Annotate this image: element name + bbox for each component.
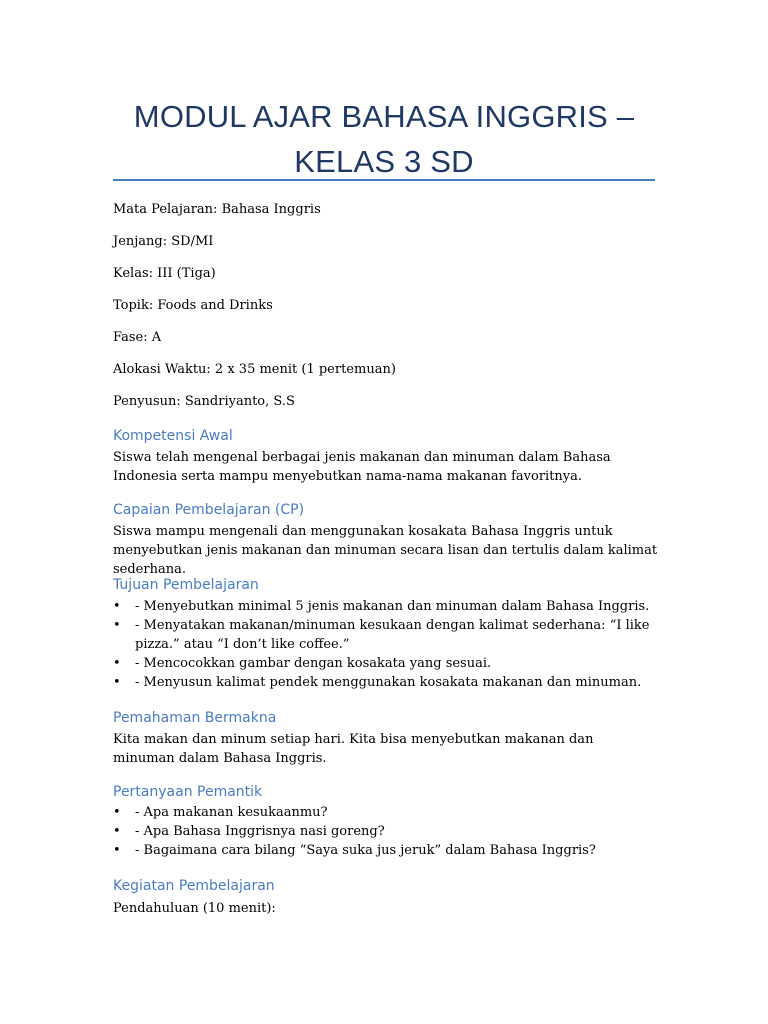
bullet-marker: • [113,599,121,614]
meta-topik: Topik: Foods and Drinks [113,298,273,313]
list-item-text: - Menyusun kalimat pendek menggunakan kosakata makanan dan minuman. [135,675,642,690]
list-item [113,673,658,692]
bullet-marker: • [113,675,121,690]
list-item-text: - Apa Bahasa Inggrisnya nasi goreng? [135,824,385,839]
pertanyaan-list [113,803,658,860]
meta-alokasi-waktu: Alokasi Waktu: 2 x 35 menit (1 pertemuan) [113,362,396,377]
list-item-text: - Bagaimana cara bilang “Saya suka jus jeruk” dalam Bahasa Inggris? [135,843,596,858]
tujuan-list [113,597,658,692]
heading-kompetensi-awal: Kompetensi Awal [113,428,233,444]
paragraph-pemahaman-bermakna: Kita makan dan minum setiap hari. Kita bisa menyebutkan makanan dan minuman dalam Bahasa Inggris. [113,732,594,766]
bullet-marker: • [113,805,121,820]
list-item-text: - Mencocokkan gambar dengan kosakata yang sesuai. [135,656,492,671]
paragraph-kompetensi-awal: Siswa telah mengenal berbagai jenis makanan dan minuman dalam Bahasa Indonesia serta mampu menyebutkan nama-nama makanan favoritnya. [113,450,611,484]
list-item [113,803,658,822]
heading-kegiatan-pembelajaran: Kegiatan Pembelajaran [113,878,275,894]
list-item [113,597,658,616]
list-item-text: - Apa makanan kesukaanmu? [135,805,328,820]
heading-pertanyaan-pemantik: Pertanyaan Pemantik [113,784,263,800]
list-item [113,616,658,654]
list-item [113,841,658,860]
paragraph-pendahuluan: Pendahuluan (10 menit): [113,901,276,916]
bullet-marker: • [113,656,121,671]
meta-fase: Fase: A [113,330,162,345]
bullet-marker: • [113,824,121,839]
paragraph-capaian-pembelajaran: Siswa mampu mengenali dan menggunakan kosakata Bahasa Inggris untuk menyebutkan jenis makanan dan minuman secara lisan dan tertulis dalam kalimat sederhana. [113,524,658,577]
bullet-marker: • [113,618,121,633]
bullet-marker: • [113,843,121,858]
meta-penyusun: Penyusun: Sandriyanto, S.S [113,394,295,409]
heading-pemahaman-bermakna: Pemahaman Bermakna [113,710,277,726]
heading-capaian-pembelajaran: Capaian Pembelajaran (CP) [113,502,305,518]
list-item-text: - Menyatakan makanan/minuman kesukaan dengan kalimat sederhana: “I like pizza.” atau “I don’t like coffee.” [135,618,650,652]
meta-mata-pelajaran: Mata Pelajaran: Bahasa Inggris [113,202,321,217]
document-title: MODUL AJAR BAHASA INGGRIS – KELAS 3 SD [133,99,635,179]
heading-tujuan-pembelajaran: Tujuan Pembelajaran [113,577,259,593]
list-item [113,654,658,673]
meta-jenjang: Jenjang: SD/MI [113,234,214,249]
list-item-text: - Menyebutkan minimal 5 jenis makanan dan minuman dalam Bahasa Inggris. [135,599,650,614]
list-item [113,822,658,841]
title-divider [113,179,655,181]
meta-kelas: Kelas: III (Tiga) [113,266,216,281]
